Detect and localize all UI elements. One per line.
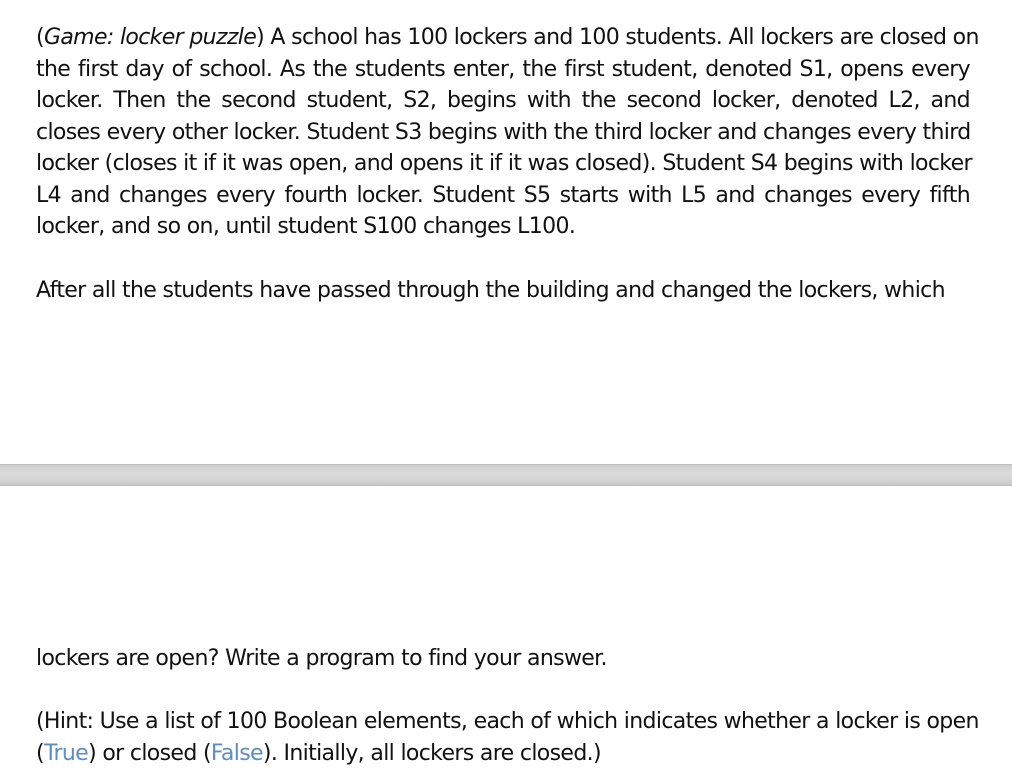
hint-line: (Hint: Use a list of 100 Boolean elements, each of which indicates whether a locker is open — [36, 709, 979, 734]
true-keyword: True — [43, 740, 89, 766]
text-line: closes every other locker. Student S3 begins with the third locker and changes every third — [36, 119, 971, 145]
hint-paragraph — [36, 706, 979, 769]
false-keyword: False — [210, 740, 263, 766]
question-paragraph-start: After all the students have passed through the building and changed the lockers, which — [36, 278, 945, 303]
text-line: the first day of school. As the students enter, the first student, denoted S1, opens every — [36, 56, 970, 82]
hint-line: (True) or closed (False). Initially, all lockers are closed.) — [36, 740, 601, 766]
page-break-divider — [0, 464, 1012, 486]
text-line: (Game: locker puzzle) A school has 100 lockers and 100 students. All lockers are closed on — [36, 25, 979, 50]
problem-title: Game: locker puzzle — [43, 25, 257, 50]
text-line: locker (closes it if it was open, and opens it if it was closed). Student S4 begins with locker — [36, 151, 972, 176]
text-line: L4 and changes every fourth locker. Student S5 starts with L5 and changes every fifth — [36, 182, 970, 208]
text-line: locker. Then the second student, S2, begins with the second locker, denoted L2, and — [36, 88, 970, 113]
question-paragraph-end: lockers are open? Write a program to find your answer. — [36, 646, 607, 671]
problem-paragraph — [36, 22, 979, 243]
text-line: locker, and so on, until student S100 changes L100. — [36, 214, 576, 239]
